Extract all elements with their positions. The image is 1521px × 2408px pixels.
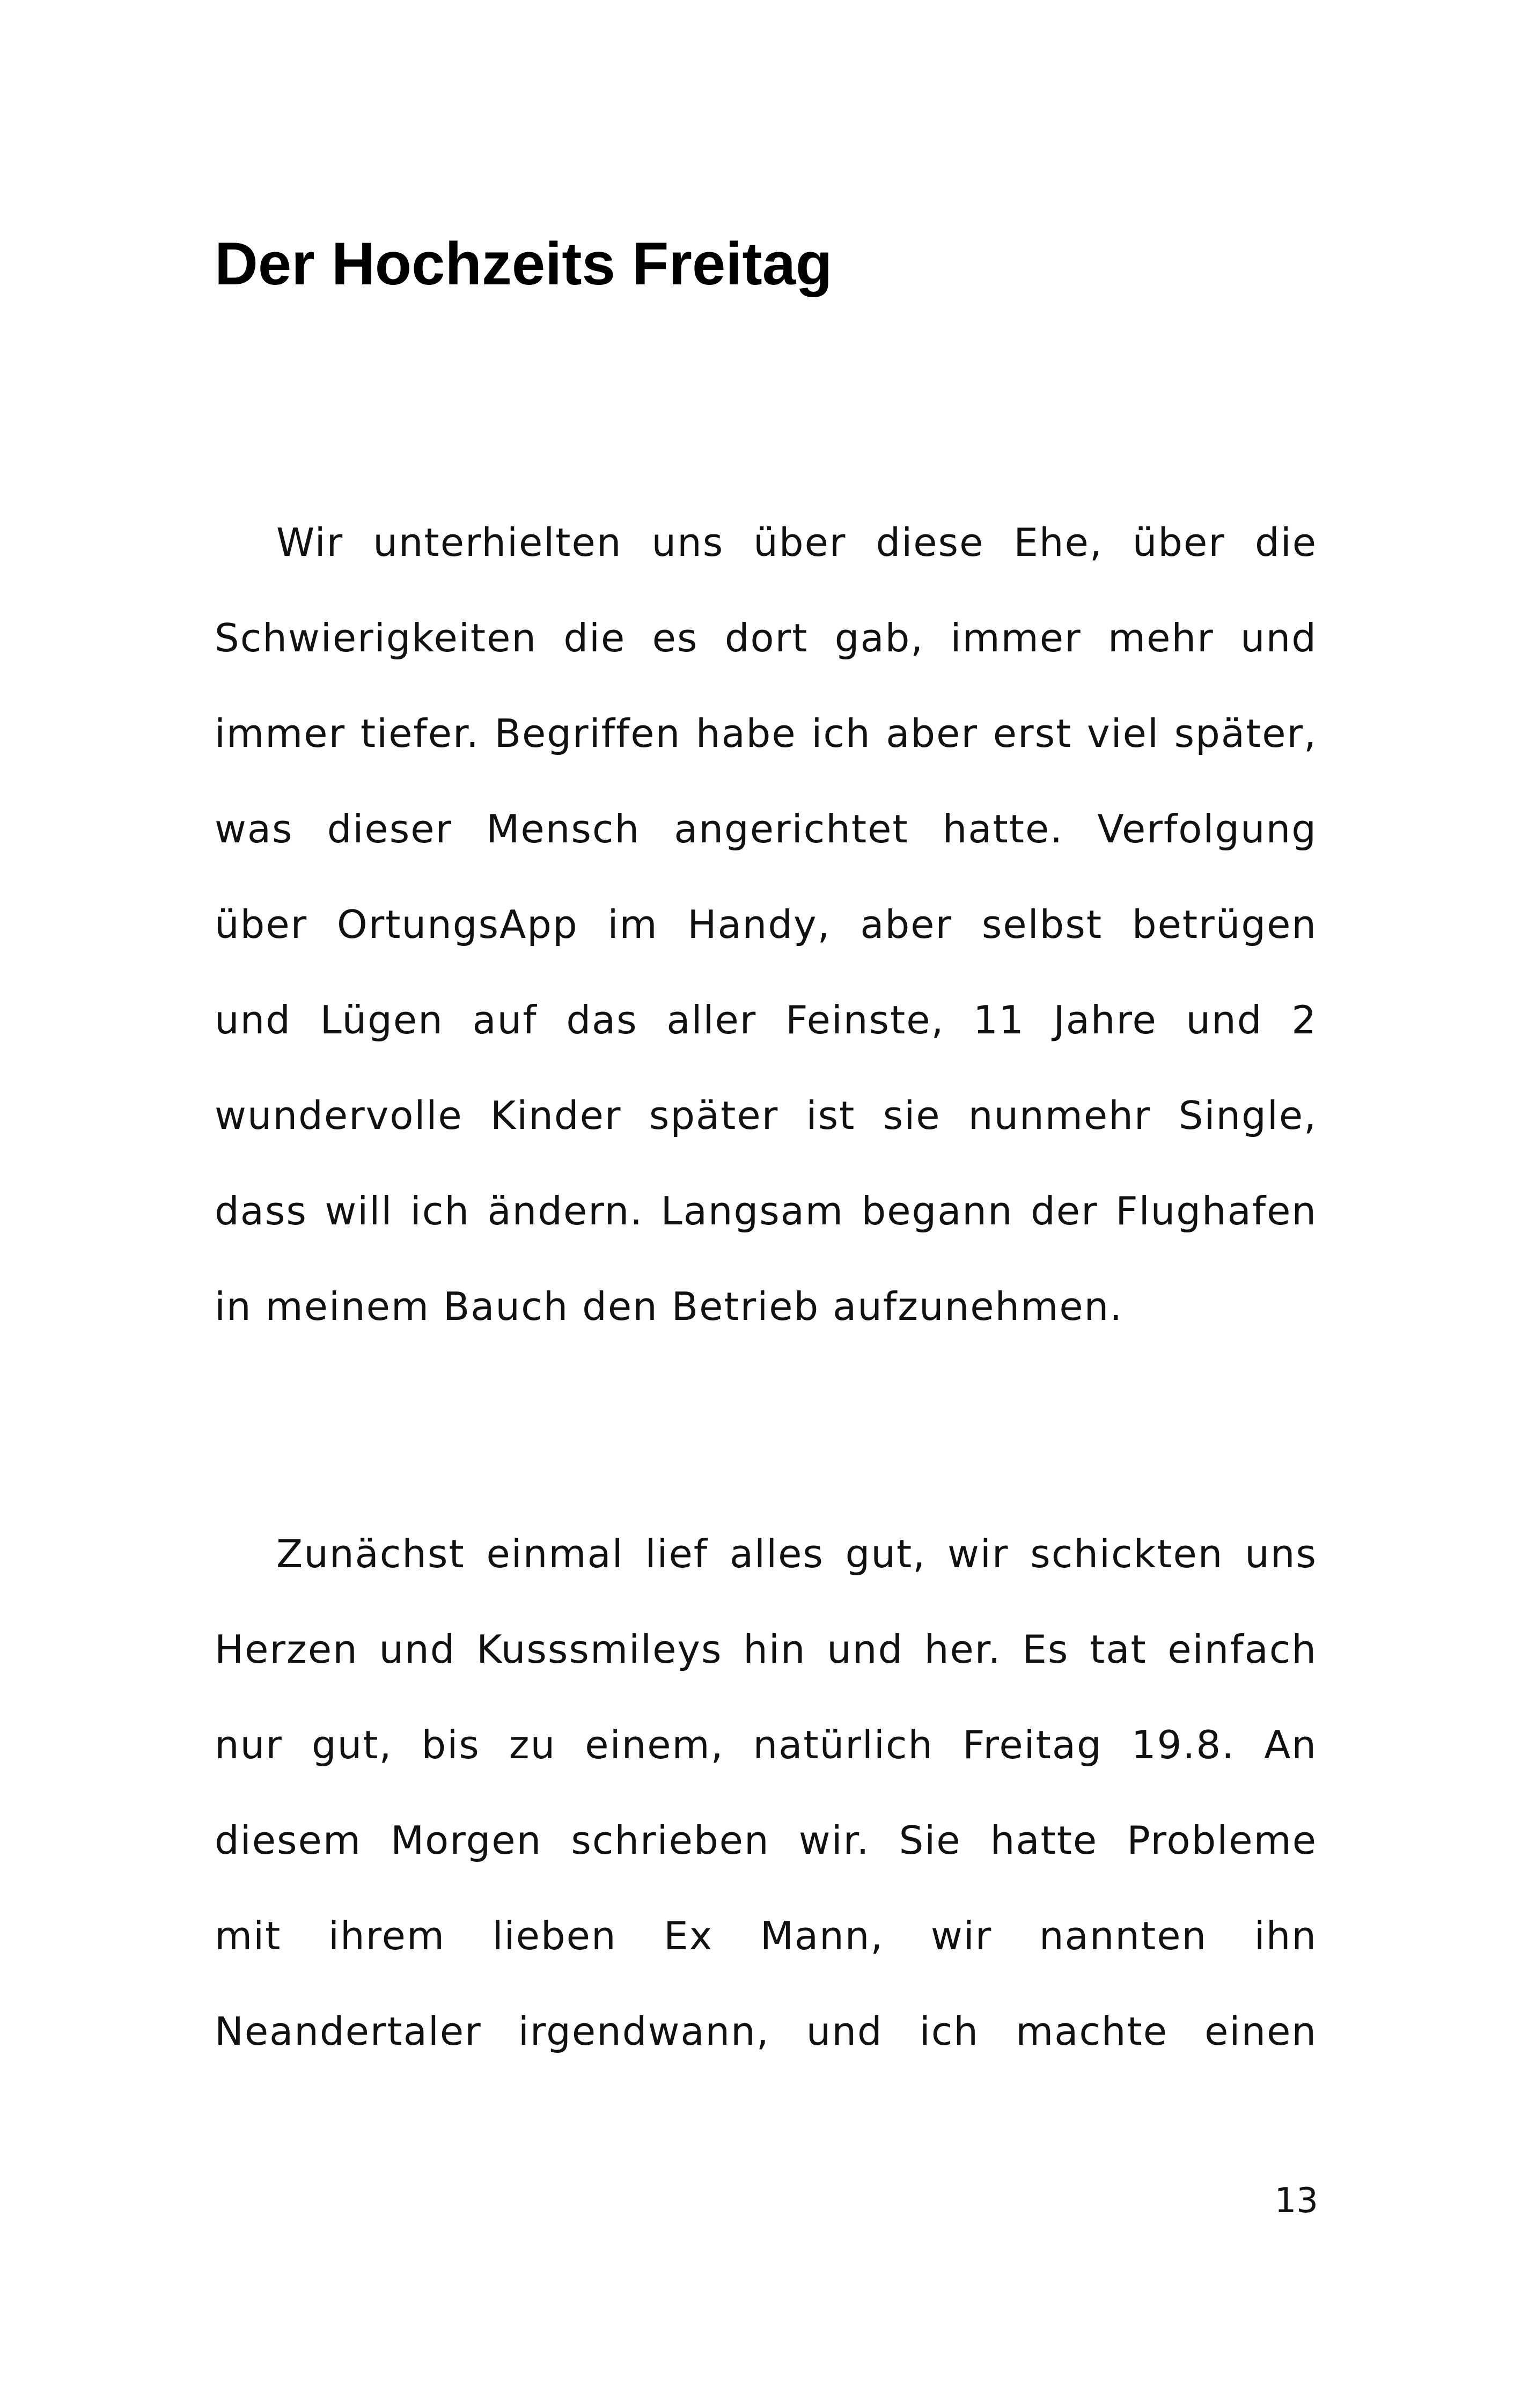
text-line: Wir unterhielten uns über diese Ehe, über die <box>276 520 1317 565</box>
text-line: nur gut, bis zu einem, natürlich Freitag 19.8. An <box>215 1722 1317 1767</box>
page-number: 13 <box>1274 2181 1318 2221</box>
text-line: über OrtungsApp im Handy, aber selbst betrügen <box>215 902 1317 947</box>
text-line: dass will ich ändern. Langsam begann der Flughafen <box>215 1188 1317 1234</box>
text-line: immer tiefer. Begriffen habe ich aber erst viel später, <box>215 711 1317 756</box>
text-line: in meinem Bauch den Betrieb aufzunehmen. <box>215 1284 1123 1329</box>
paragraph-2 <box>215 1506 1317 2079</box>
text-line: Neandertaler irgendwann, und ich machte einen <box>215 2009 1317 2054</box>
text-line: Zunächst einmal lief alles gut, wir schickten uns <box>276 1531 1317 1576</box>
text-line: was dieser Mensch angerichtet hatte. Verfolgung <box>215 806 1317 851</box>
text-line: diesem Morgen schrieben wir. Sie hatte Probleme <box>215 1818 1317 1863</box>
text-line: Herzen und Kusssmileys hin und her. Es tat einfach <box>215 1627 1317 1672</box>
text-line: mit ihrem lieben Ex Mann, wir nannten ihn <box>215 1913 1317 1958</box>
chapter-title: Der Hochzeits Freitag <box>215 230 833 297</box>
text-line: Schwierigkeiten die es dort gab, immer mehr und <box>215 615 1317 660</box>
text-line: wundervolle Kinder später ist sie nunmehr Single, <box>215 1093 1317 1138</box>
text-line: und Lügen auf das aller Feinste, 11 Jahre und 2 <box>215 997 1317 1043</box>
paragraph-1 <box>215 495 1317 1354</box>
